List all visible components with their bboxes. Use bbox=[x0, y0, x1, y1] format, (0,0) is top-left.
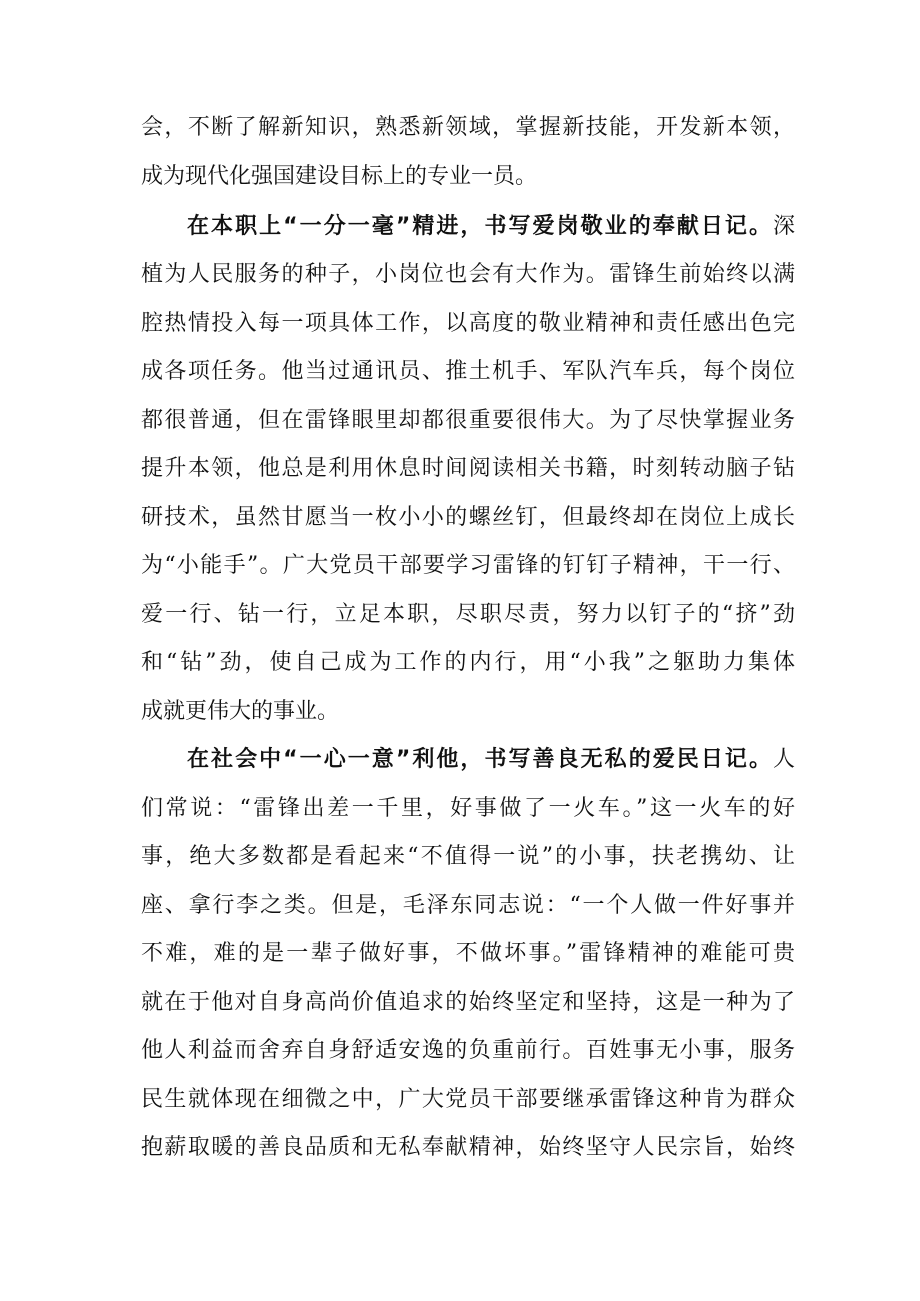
text-line: 成为现代化强国建设目标上的专业一员。 bbox=[141, 164, 538, 189]
text-line: 成就更伟大的事业。 bbox=[141, 699, 340, 724]
text-line: 爱一行、钻一行，立足本职，尽职尽责，努力以钉子的“挤”劲 bbox=[141, 602, 795, 627]
text-line: 研技术，虽然甘愿当一枚小小的螺丝钉，但最终却在岗位上成长 bbox=[141, 505, 795, 530]
text-line: 为“小能手”。广大党员干部要学习雷锋的钉钉子精神，干一行、 bbox=[141, 553, 795, 578]
paragraph-heading: 在社会中“一心一意”利他，书写善良无私的爱民日记。 bbox=[187, 747, 773, 772]
text-line: 会，不断了解新知识，熟悉新领域，掌握新技能，开发新本领， bbox=[141, 115, 795, 140]
text-line: 提升本领，他总是利用休息时间阅读相关书籍，时刻转动脑子钻 bbox=[141, 456, 795, 481]
text-line: 就在于他对自身高尚价值追求的始终坚定和坚持，这是一种为了 bbox=[141, 990, 795, 1015]
text-fragment: 人 bbox=[772, 747, 795, 772]
text-line: 们常说：“雷锋出差一千里，好事做了一火车。”这一火车的好 bbox=[141, 796, 795, 821]
text-line: 座、拿行李之类。但是，毛泽东同志说：“一个人做一件好事并 bbox=[141, 893, 795, 918]
text-line: 事，绝大多数都是看起来“不值得一说”的小事，扶老携幼、让 bbox=[141, 844, 795, 869]
text-line: 腔热情投入每一项具体工作，以高度的敬业精神和责任感出色完 bbox=[141, 311, 795, 336]
text-line: 民生就体现在细微之中，广大党员干部要继承雷锋这种肯为群众 bbox=[141, 1087, 795, 1112]
paragraph-heading-line bbox=[187, 740, 795, 780]
text-line: 和“钻”劲，使自己成为工作的内行，用“小我”之躯助力集体 bbox=[141, 650, 795, 675]
text-line: 他人利益而舍弃自身舒适安逸的负重前行。百姓事无小事，服务 bbox=[141, 1038, 795, 1063]
text-line: 都很普通，但在雷锋眼里却都很重要很伟大。为了尽快掌握业务 bbox=[141, 408, 795, 433]
text-line: 成各项任务。他当过通讯员、推土机手、军队汽车兵，每个岗位 bbox=[141, 359, 795, 384]
paragraph-heading-line bbox=[187, 207, 795, 247]
text-fragment: 深 bbox=[772, 214, 795, 239]
paragraph-heading: 在本职上“一分一毫”精进，书写爱岗敬业的奉献日记。 bbox=[187, 214, 773, 239]
text-line: 不难，难的是一辈子做好事，不做坏事。”雷锋精神的难能可贵 bbox=[141, 941, 795, 966]
text-line: 植为人民服务的种子，小岗位也会有大作为。雷锋生前始终以满 bbox=[141, 262, 795, 287]
text-line: 抱薪取暖的善良品质和无私奉献精神，始终坚守人民宗旨，始终 bbox=[141, 1135, 795, 1160]
